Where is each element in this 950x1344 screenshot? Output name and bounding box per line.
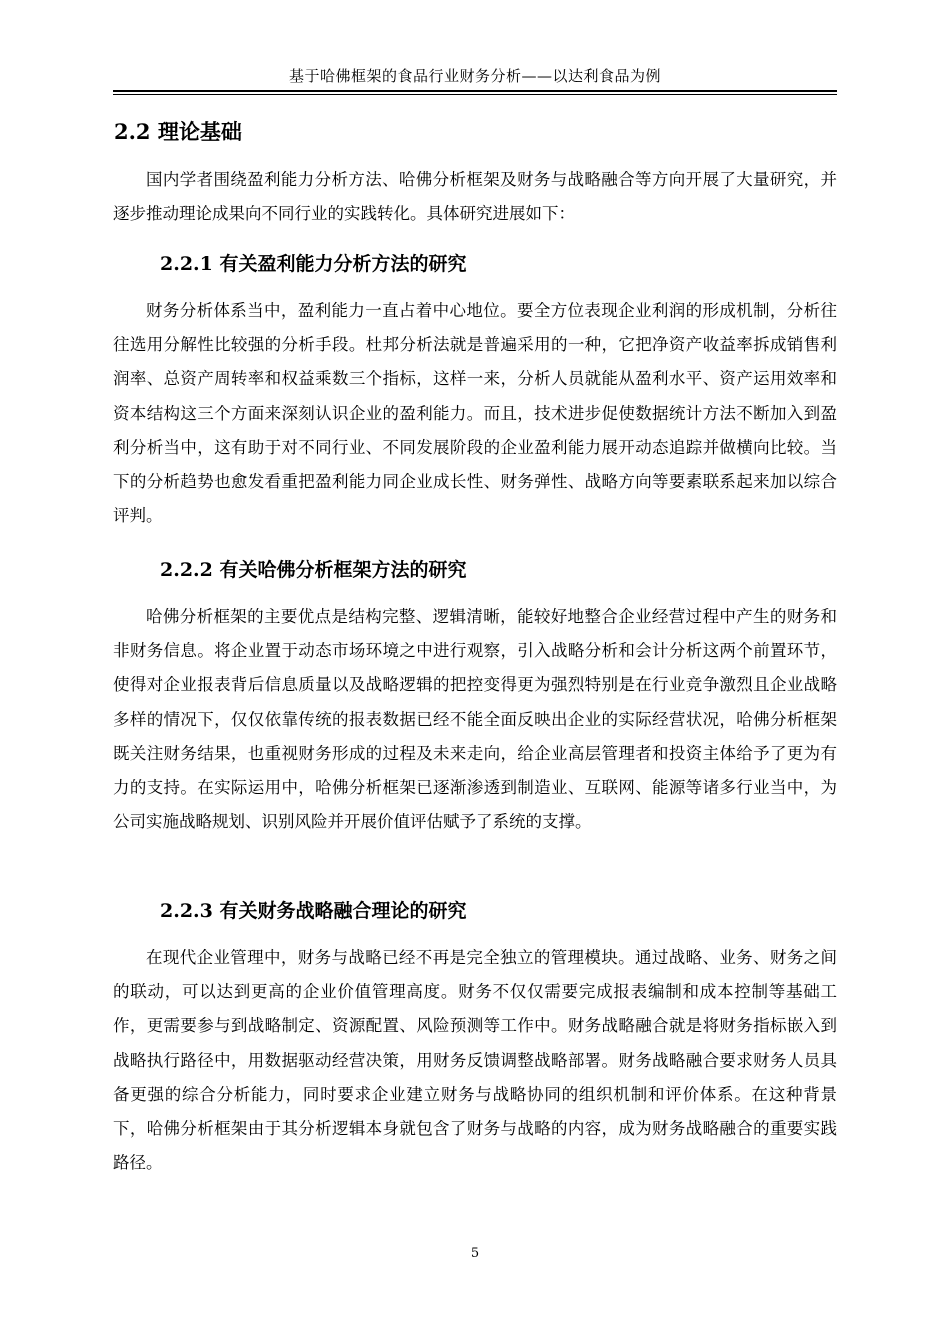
subsection-heading-2-2-3: 2.2.3 有关财务战略融合理论的研究 xyxy=(160,900,467,922)
section-intro-paragraph: 国内学者围绕盈利能力分析方法、哈佛分析框架及财务与战略融合等方向开展了大量研究，并逐步推动理论成果向不同行业的实践转化。具体研究进展如下： xyxy=(113,170,837,224)
subsection-body-2-2-1: 财务分析体系当中，盈利能力一直占着中心地位。要全方位表现企业利润的形成机制，分析往往选用分解性比较强的分析手段。杜邦分析法就是普遍采用的一种，它把净资产收益率拆成销售利润率、总资产周转率和权益乘数三个指标，这样一来，分析人员就能从盈利水平、资产运用效率和资本结构这三个方面来深刻认识企业的盈利能力。而且，技术进步促使数据统计方法不断加入到盈利分析当中，这有助于对不同行业、不同发展阶段的企业盈利能力展开动态追踪并做横向比较。当下的分析趋势也愈发看重把盈利能力同企业成长性、财务弹性、战略方向等要素联系起来加以综合评判。 xyxy=(113,301,837,526)
subsection-body-2-2-3: 在现代企业管理中，财务与战略已经不再是完全独立的管理模块。通过战略、业务、财务之间的联动，可以达到更高的企业价值管理高度。财务不仅仅需要完成报表编制和成本控制等基础工作，更需要参与到战略制定、资源配置、风险预测等工作中。财务战略融合就是将财务指标嵌入到战略执行路径中，用数据驱动经营决策，用财务反馈调整战略部署。财务战略融合要求财务人员具备更强的综合分析能力，同时要求企业建立财务与战略协同的组织机制和评价体系。在这种背景下，哈佛分析框架由于其分析逻辑本身就包含了财务与战略的内容，成为财务战略融合的重要实践路径。 xyxy=(113,948,837,1173)
section-heading: 2.2 理论基础 xyxy=(114,119,242,144)
subsection-heading-2-2-1: 2.2.1 有关盈利能力分析方法的研究 xyxy=(160,253,467,275)
page-number: 5 xyxy=(470,1246,480,1261)
header-rule-thin xyxy=(113,94,837,95)
subsection-body-2-2-2: 哈佛分析框架的主要优点是结构完整、逻辑清晰，能较好地整合企业经营过程中产生的财务和非财务信息。将企业置于动态市场环境之中进行观察，引入战略分析和会计分析这两个前置环节，使得对企业报表背后信息质量以及战略逻辑的把控变得更为强烈特别是在行业竞争激烈且企业战略多样的情况下，仅仅依靠传统的报表数据已经不能全面反映出企业的实际经营状况，哈佛分析框架既关注财务结果，也重视财务形成的过程及未来走向，给企业高层管理者和投资主体给予了更为有力的支持。在实际运用中，哈佛分析框架已逐渐渗透到制造业、互联网、能源等诸多行业当中，为公司实施战略规划、识别风险并开展价值评估赋予了系统的支撑。 xyxy=(113,607,837,832)
subsection-heading-2-2-2: 2.2.2 有关哈佛分析框架方法的研究 xyxy=(160,559,467,581)
running-header: 基于哈佛框架的食品行业财务分析——以达利食品为例 xyxy=(288,67,661,85)
header-rule-thick xyxy=(113,90,837,92)
